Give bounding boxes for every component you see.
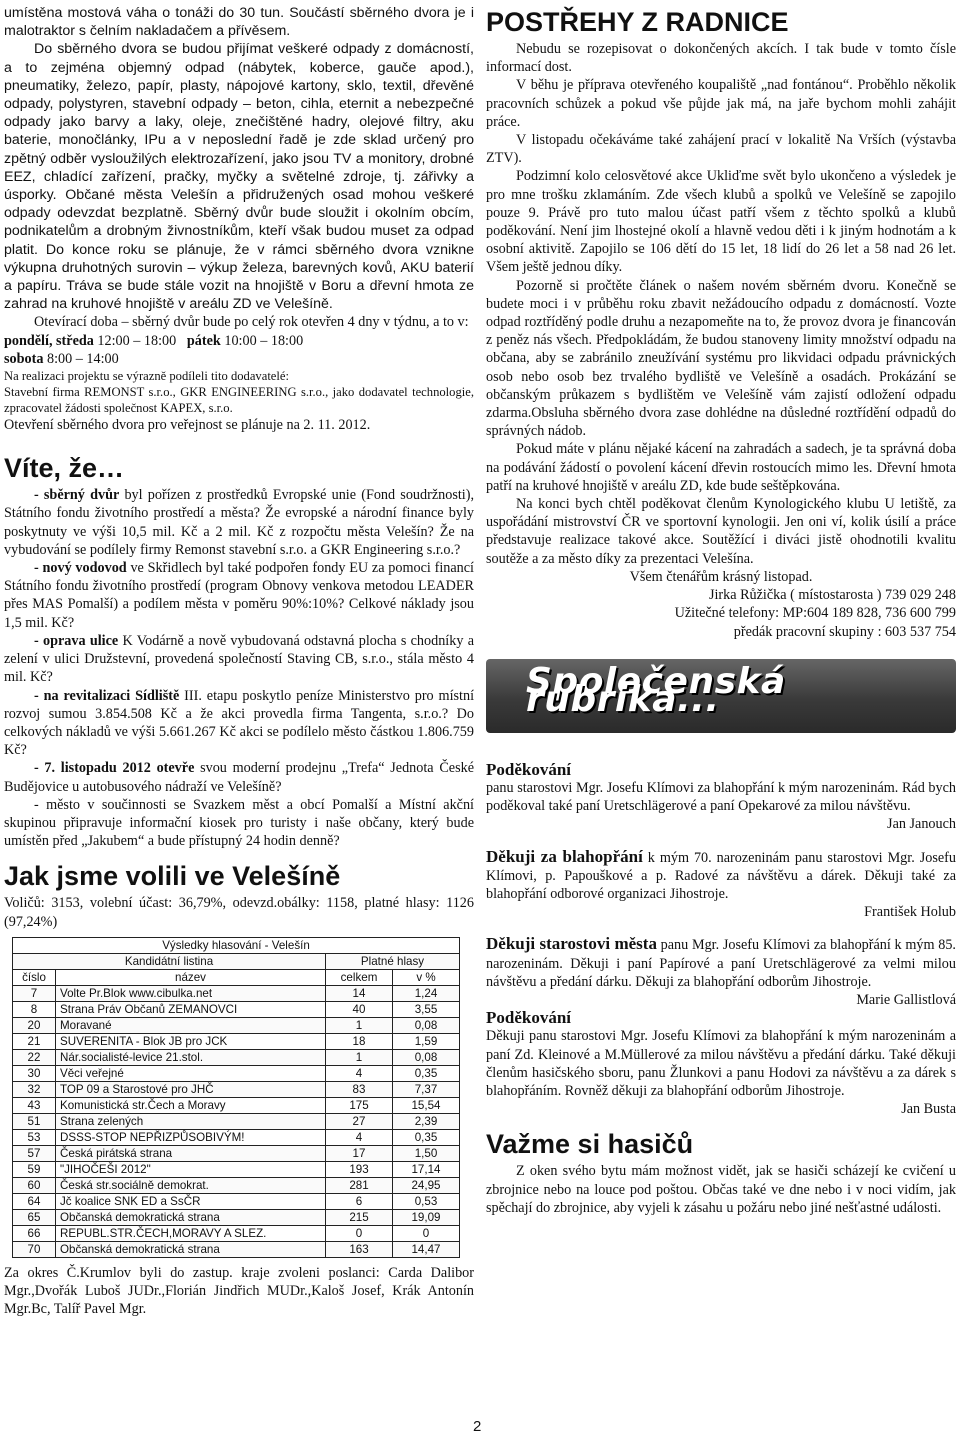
elected-representatives: Za okres Č.Krumlov byli do zastup. kraje zvoleni poslanci: Carda Dalibor Mgr.,Dvořák Luboš JUDr.,Florián Jindřich MUDr.,Kaloš Josef, Krák Antonín Mgr.Bc, Talíř Pavel Mgr.	[4, 1264, 474, 1318]
thanks-3	[486, 935, 956, 991]
table-row	[13, 1241, 460, 1257]
fact-1-bold: - sběrný dvůr	[34, 487, 120, 504]
thanks-2	[486, 848, 956, 904]
table-title: Výsledky hlasování - Velešín	[13, 937, 460, 953]
town-hall-p7: Na konci bych chtěl poděkovat členům Kynologického klubu U letiště, za uspořádání mistrovství ČR ve sportovní kynologii. Jen oni ví, kolik úsilí a práce představuje realizace takové akce. Soutěžící i diváci jistě ohodnotili kvalitu soutěže a za město díky za prezentaci Velešína.	[486, 496, 956, 567]
town-hall-p1: Nebudu se rozepisovat o dokončených akcích. I tak bude v tomto čísle informací dost.	[486, 41, 956, 76]
town-hall-p6: Pokud máte v plánu nějaké kácení na zahradách a sadech, je ta správná doba na podávání žádostí o povolení kácení dřevin rostoucích mimo les. Dřevní hmota patří na kruhové hnojiště v areálu ZD, kde bude seštěpkována.	[486, 441, 956, 494]
paragraph-opening-date: Otevření sběrného dvora pro veřejnost se plánuje na 2. 11. 2012.	[4, 417, 371, 434]
cell-percent: 19,09	[393, 1209, 460, 1225]
fact-4-text: III. etapu poskytlo peníze Ministerstvo pro místní rozvoj sumou 3.854.508 Kč a že akci provedla firma Tangenta, s.r.o.? Do celkových nákladů ve výši 5.661.267 Kč akci se podílelo město částkou 1.806.759 Kč?	[4, 687, 475, 759]
fact-street-repair	[4, 632, 474, 687]
thanks-3-signature: Marie Gallistlová	[856, 991, 956, 1008]
fact-1-text: byl pořízen z prostředků Evropské unie (Fond soudržnosti), Státního fondu životního prostředí a města? Že evropské a národní finance byly poskytnuty ve výši 10,5 mil. Kč a 2 mil. Kč z rozpočtu města Velešín? Že na vybudování se podílely firmy Remonst stavební s.r.o. a GKR Engineering s.r.o.?	[4, 487, 474, 558]
cell-number: 64	[13, 1193, 56, 1209]
fact-3-bold: - oprava ulice	[34, 632, 119, 649]
cell-name: TOP 09 a Starostové pro JHČ	[56, 1081, 326, 1097]
cell-number: 20	[13, 1017, 56, 1033]
useful-phones: Užitečné telefony: MP:604 189 828, 736 600 799	[674, 605, 956, 622]
town-hall-greeting: Všem čtenářům krásný listopad.	[629, 568, 813, 585]
col-header-name: název	[56, 969, 326, 985]
table-row	[13, 1209, 460, 1225]
cell-percent: 17,14	[393, 1161, 460, 1177]
cell-percent: 1,59	[393, 1033, 460, 1049]
fact-housing-estate	[4, 687, 474, 760]
cell-name: Komunistická str.Čech a Moravy	[56, 1097, 326, 1113]
cell-total: 6	[326, 1193, 393, 1209]
opening-hours-line-2	[4, 350, 474, 368]
cell-percent: 0,08	[393, 1017, 460, 1033]
thanks-3-text: panu Mgr. Josefu Klímovi za blahopřání k mým 85. narozeninám. Děkuji i paní Papírové a paní Uretschlägerové za velmi milou návštěvu a předání dárku. Děkuji za blahopřání odborům Jihostroje.	[486, 937, 956, 990]
table-row	[13, 1193, 460, 1209]
cell-number: 59	[13, 1161, 56, 1177]
cell-percent: 14,47	[393, 1241, 460, 1257]
thanks-1-signature: Jan Janouch	[887, 816, 956, 833]
fact-5-bold: - 7. listopadu 2012 otevře	[34, 760, 195, 777]
cell-name: Nár.socialisté-levice 21.stol.	[56, 1049, 326, 1065]
cell-percent: 0,08	[393, 1049, 460, 1065]
cell-total: 83	[326, 1081, 393, 1097]
paragraph-accepted-waste: Do sběrného dvora se budou přijímat veškeré odpady z domácností, a to zejména objemný odpad (nábytek, koberce, gauče apod.), pneumatiky, železo, papír, plasty, nápojové kartony, sklo, textil, dřevěné odpady, polystyren, stavební odpady – beton, cihla, eternit a nebezpečné odpady jako barvy a laky, oleje, znečištěné hadry, olejové filtry, aku baterie, monočlánky, IPu a v neposlední řadě je zde sklad určený pro zpětný odběr vysloužilých elektrozařízení, jako jsou TV a monitory, drobné EEZ, chladící zařízení, pračky, myčky a světelné zdroje, tj. zářivky a úsporky. Občané města Velešín a přidružených osad mohou veškeré odpady odevzdat bezplatně. Sběrný dvůr bude sloužit i okolním obcím, podnikatelům a drobným živnostníkům, kteří však budou muset za odpad platit. Do konce roku se plánuje, že v rámci sběrného dvora vznikne výkupna druhotných surovin – výkup železa, barevných kovů, AKU baterií a papíru. Tráva se bude stále vozit na hnojiště v Boru a dřevní hmota ze zahrad na kruhové hnojiště v areálu ZD ve Velešíně.	[4, 41, 474, 313]
cell-total: 175	[326, 1097, 393, 1113]
spacer	[486, 834, 956, 848]
cell-number: 60	[13, 1177, 56, 1193]
spacer	[486, 921, 956, 935]
cell-percent: 1,24	[393, 985, 460, 1001]
thanks-4-text: Děkuji panu starostovi Mgr. Josefu Klímovi za blahopřání k mým narozeninám a paní Zd. Kleinové a M.Müllerové za milou návštěvu a předání dárku. Také děkuji členům hasičského sboru, panu Žlunkovi a panu Hodovi za návštěvu a za dárek s blahopřáním. Rovněž děkuji za blahopřání odborům Jihostroje.	[486, 1028, 956, 1099]
town-hall-p2: V běhu je příprava otevřeného koupaliště „nad fontánou“. Proběhlo několik pracovních schůzek a pokud vše půjde jak má, na jaře bychom mohli zahájit práce.	[486, 77, 956, 130]
cell-number: 65	[13, 1209, 56, 1225]
fact-collection-yard	[4, 486, 474, 559]
cell-percent: 0	[393, 1225, 460, 1241]
thanks-2-heading: Děkuji za blahopřání	[486, 846, 643, 866]
left-column	[4, 4, 474, 1318]
cell-number: 66	[13, 1225, 56, 1241]
table-row	[13, 1177, 460, 1193]
cell-total: 18	[326, 1033, 393, 1049]
cell-total: 40	[326, 1001, 393, 1017]
cell-name: Česká str.sociálně demokrat.	[56, 1177, 326, 1193]
cell-percent: 0,35	[393, 1065, 460, 1081]
thanks-1-text: panu starostovi Mgr. Josefu Klímovi za blahopřání k mým narozeninám. Rád bych poděkoval také paní Uretschlägerové a paní Opekarové za milou návštěvu.	[486, 779, 956, 815]
cell-total: 281	[326, 1177, 393, 1193]
table-row	[13, 1145, 460, 1161]
town-hall-p5: Pozorně si pročtěte článek o našem novém sběrném dvoru. Konečně se budete moci i v průběhu roku zbavit nežádoucího odpadu z domácností. Vozte odpad roztříděný podle druhu a nezapomeňte na to, že provoz dvora je financován z peněz nás všech. Předpokládám, že budou stanoveny limity množství odpadu na občana, aby se zabránilo zneužívání systému pro likvidaci odpadu právnických osob nebo osob bez trvalého bydliště ve Velešíně a osadách. Prokázání se občanským průkazem s bydlištěm ve Velešíně vám zajistí odložení odpadu zdarma.Obsluha sběrného dvora zase dohlédne na důsledné roztřídění odpadů do správných nádob.	[486, 277, 956, 440]
thanks-3-heading: Děkuji starostovi města	[486, 934, 657, 954]
cell-percent: 15,54	[393, 1097, 460, 1113]
cell-percent: 3,55	[393, 1001, 460, 1017]
cell-total: 4	[326, 1129, 393, 1145]
cell-percent: 24,95	[393, 1177, 460, 1193]
hours-time-2: 10:00 – 18:00	[224, 332, 304, 349]
election-summary: Voličů: 3153, volební účast: 36,79%, odevzd.obálky: 1158, platné hlasy: 1126 (97,24%)	[4, 895, 474, 930]
paragraph-scale: umístěna mostová váha o tonáži do 30 tun. Součástí sběrného dvora je i malotraktor s čelním nakladačem a přívěsem.	[4, 5, 474, 40]
hours-days-3: sobota	[4, 350, 44, 367]
cell-name: REPUBL.STR.ČECH,MORAVY A SLEZ.	[56, 1225, 326, 1241]
cell-name: Strana zelených	[56, 1113, 326, 1129]
heading-elections: Jak jsme volili ve Velešíně	[4, 861, 341, 892]
table-row	[13, 1001, 460, 1017]
town-hall-p4: Podzimní kolo celosvětové akce Ukliďme svět bylo ukončeno a výsledek je pro mne trošku zklamáním. Zde všech klubů a spolků ve Velešíně se zapojilo pouze 9. Právě pro tuto malou účast patří všem z těchto spolků a klubů poděkování. Není jim lhostejné okolí a hlavně vedou děti i k jiným hodnotám a k osobní aktivitě. Zapojilo se 106 dětí do 15 let, 18 lidí do 26 let a 58 nad 26 let. Všem ještě jednou díky.	[486, 168, 956, 276]
cell-number: 57	[13, 1145, 56, 1161]
election-results-table	[12, 937, 460, 1258]
cell-number: 51	[13, 1113, 56, 1129]
table-row	[13, 1017, 460, 1033]
cell-total: 27	[326, 1113, 393, 1129]
col-header-total: celkem	[326, 969, 393, 985]
cell-name: Česká pirátská strana	[56, 1145, 326, 1161]
cell-name: Strana Práv Občanů ZEMANOVCI	[56, 1001, 326, 1017]
cell-name: DSSS-STOP NEPŘIZPŮSOBIVÝM!	[56, 1129, 326, 1145]
hours-time-3: 8:00 – 14:00	[46, 350, 119, 367]
cell-total: 17	[326, 1145, 393, 1161]
fact-shop-opening	[4, 759, 474, 795]
fact-3-text: K Vodárně a nově vybudovaná odstavná plocha s chodníky a zelení v ulici Družstevní, provedená společností Staving CB, s.r.o., stála město 4 mil. Kč?	[4, 632, 475, 686]
table-row	[13, 1033, 460, 1049]
fact-4-bold: - na revitalizaci Sídliště	[34, 687, 180, 704]
hours-days-2: pátek	[186, 332, 221, 349]
right-column	[486, 4, 956, 1217]
note-suppliers: Stavební firma REMONST s.r.o., GKR ENGINEERING s.r.o., jako dodavatel technologie, zpracovatel žádosti společnost KAPEX, s.r.o.	[4, 385, 474, 416]
cell-number: 53	[13, 1129, 56, 1145]
table-row	[13, 1081, 460, 1097]
cell-percent: 7,37	[393, 1081, 460, 1097]
page-number: 2	[473, 1418, 482, 1435]
table-row	[13, 985, 460, 1001]
thanks-2-text: k mým 70. narozeninám panu starostovi Mgr. Josefu Klímovi, p. Papouškové a p. Radové za návštěvu a dárek. Děkuji také za blahopřání odborové organizaci Jihostroje.	[486, 849, 956, 902]
cell-total: 0	[326, 1225, 393, 1241]
signature-deputy-mayor: Jirka Růžička ( místostarosta ) 739 029 248	[708, 587, 956, 604]
cell-percent: 0,35	[393, 1129, 460, 1145]
thanks-1-heading: Poděkování	[486, 759, 572, 779]
work-group-phone: předák pracovní skupiny : 603 537 754	[733, 623, 956, 640]
firefighters-text: Z oken svého bytu mám možnost vidět, jak se hasiči scházejí ke cvičení u zbrojnice nebo na louce pod poštou. Občas také ve dne nebo i v noci vidím, jak spěchají do zbrojnice, aby vyjeli k zásahu u požáru nebo jiné nešťastné události.	[486, 1163, 956, 1216]
cell-total: 14	[326, 985, 393, 1001]
cell-number: 8	[13, 1001, 56, 1017]
cell-name: Občanská demokratická strana	[56, 1209, 326, 1225]
fact-info-kiosk: - město v součinnosti se Svazkem měst a obcí Pomalší a Místní akční skupinou připravuje informační kiosek pro turisty i naše občany, který bude umístěn před „Jakubem“ a bude přístupný 24 hodin denně?	[4, 796, 474, 850]
cell-total: 1	[326, 1049, 393, 1065]
hours-days-1: pondělí, středa	[4, 332, 94, 349]
cell-name: Moravané	[56, 1017, 326, 1033]
fact-water-supply	[4, 559, 474, 632]
fact-5-text: svou moderní prodejnu „Trefa“ Jednota České Budějovice u autobusového nádraží ve Velešíně?	[4, 760, 474, 795]
table-row	[13, 1161, 460, 1177]
table-row	[13, 1129, 460, 1145]
table-row	[13, 1049, 460, 1065]
banner-text: Společenská rubrika...	[526, 660, 786, 720]
cell-name: Věci veřejné	[56, 1065, 326, 1081]
town-hall-p3: V listopadu očekáváme také zahájení prací v lokalitě Na Vrších (výstavba ZTV).	[486, 132, 956, 167]
table-row	[13, 1225, 460, 1241]
cell-name: SUVERENITA - Blok JB pro JCK	[56, 1033, 326, 1049]
table-row	[13, 1097, 460, 1113]
heading-firefighters: Važme si hasičů	[486, 1129, 694, 1160]
cell-number: 30	[13, 1065, 56, 1081]
hours-time-1: 12:00 – 18:00	[97, 332, 177, 349]
note-suppliers-heading: Na realizaci projektu se výrazně podíleli tito dodavatelé:	[4, 369, 289, 384]
social-column-banner	[486, 659, 956, 733]
table-row	[13, 1113, 460, 1129]
cell-number: 22	[13, 1049, 56, 1065]
cell-total: 193	[326, 1161, 393, 1177]
cell-total: 4	[326, 1065, 393, 1081]
cell-name: Volte Pr.Blok www.cibulka.net	[56, 985, 326, 1001]
cell-name: Občanská demokratická strana	[56, 1241, 326, 1257]
table-group-candidates: Kandidátní listina	[13, 953, 326, 969]
cell-percent: 2,39	[393, 1113, 460, 1129]
cell-number: 70	[13, 1241, 56, 1257]
cell-percent: 0,53	[393, 1193, 460, 1209]
cell-total: 215	[326, 1209, 393, 1225]
thanks-4-signature: Jan Busta	[901, 1101, 956, 1118]
cell-number: 43	[13, 1097, 56, 1113]
cell-name: "JIHOČEŠI 2012"	[56, 1161, 326, 1177]
cell-name: Jč koalice SNK ED a SsČR	[56, 1193, 326, 1209]
heading-town-hall: POSTŘEHY Z RADNICE	[486, 7, 789, 37]
thanks-2-signature: František Holub	[864, 904, 956, 921]
table-group-votes: Platné hlasy	[326, 953, 460, 969]
fact-2-text: ve Skřidlech byl také podpořen fondy EU za pomoci financí Státního fondu životního prostředí (program Obnovy venkova metodou LEADER přes MAS Pomalší) a podílem města v poměru 90%:10%? Celkové náklady jsou 1,5 mil. Kč?	[4, 560, 474, 631]
paragraph-opening-hours: Otevírací doba – sběrný dvůr bude po celý rok otevřen 4 dny v týdnu, a to v:	[34, 314, 469, 331]
cell-total: 1	[326, 1017, 393, 1033]
cell-number: 21	[13, 1033, 56, 1049]
cell-number: 32	[13, 1081, 56, 1097]
fact-2-bold: - nový vodovod	[34, 560, 127, 577]
table-row	[13, 1065, 460, 1081]
opening-hours-line	[4, 332, 474, 350]
cell-total: 163	[326, 1241, 393, 1257]
col-header-percent: v %	[393, 969, 460, 985]
cell-number: 7	[13, 985, 56, 1001]
col-header-number: číslo	[13, 969, 56, 985]
heading-vite-ze: Víte, že…	[4, 453, 125, 484]
thanks-4-heading: Poděkování	[486, 1008, 572, 1028]
cell-percent: 1,50	[393, 1145, 460, 1161]
